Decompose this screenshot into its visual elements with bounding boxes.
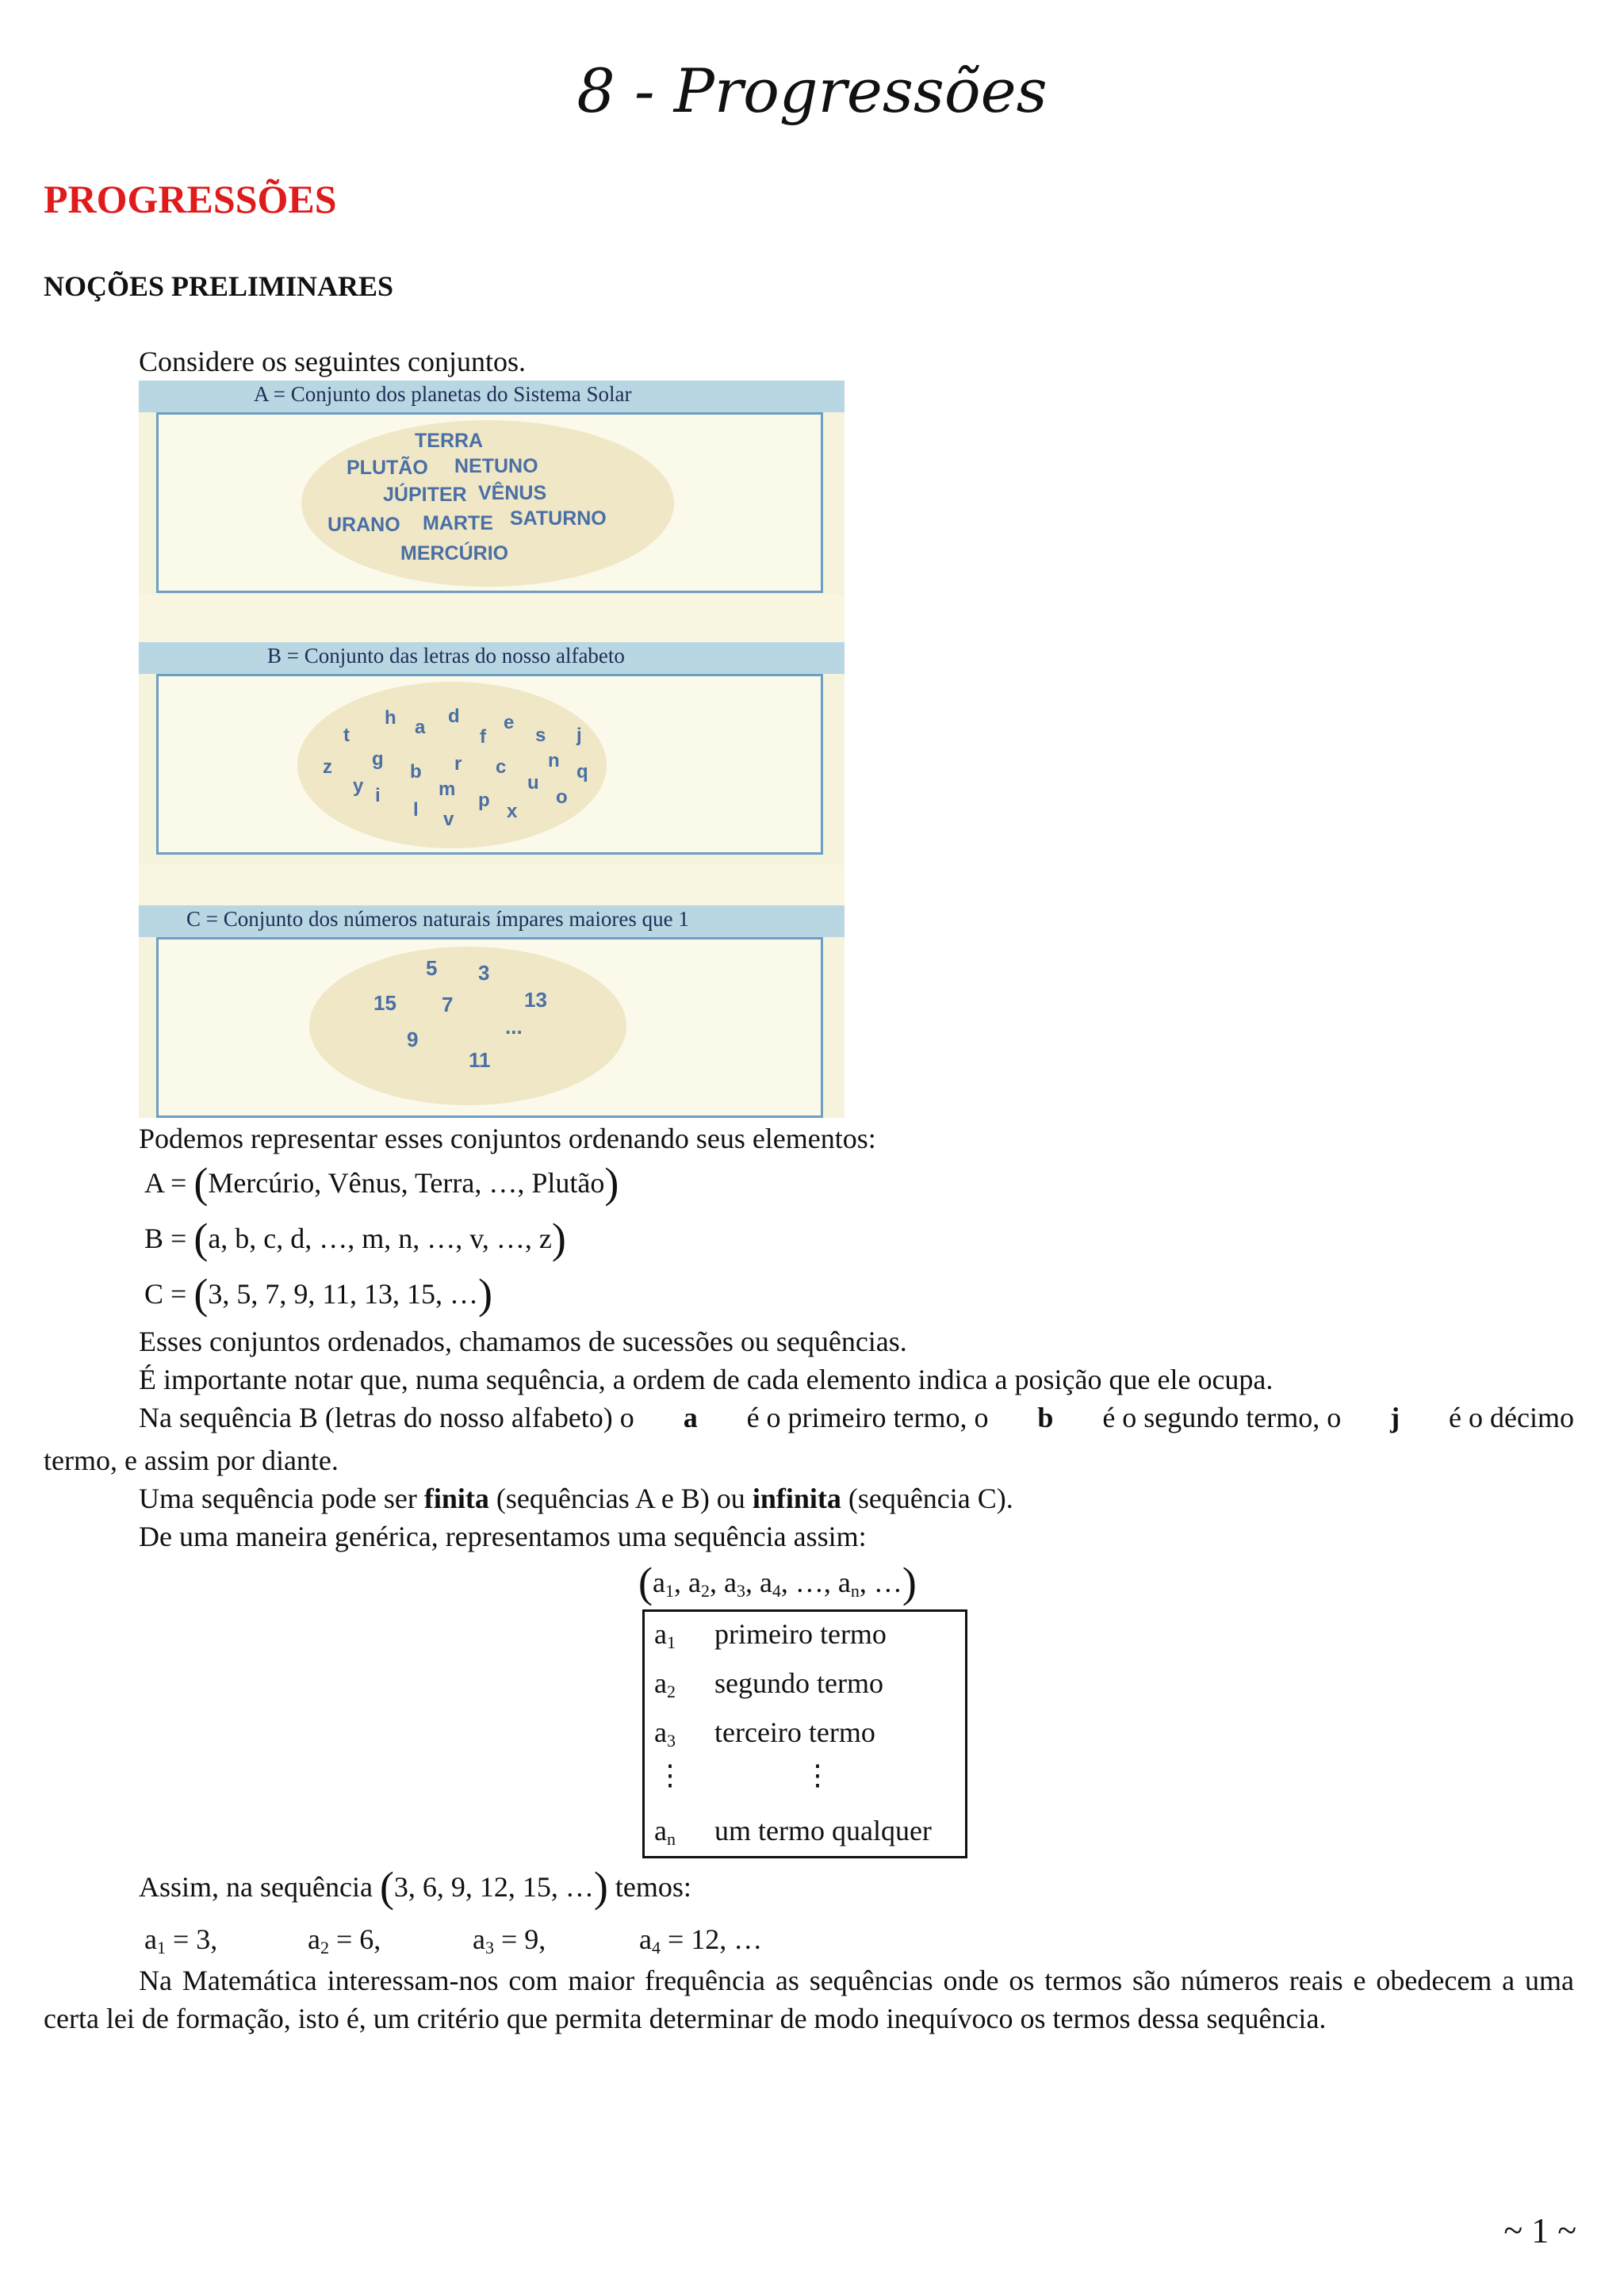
p4-part-b: (sequências A e B) ou [496,1483,745,1514]
ordered-b-prefix: B = [144,1223,187,1254]
open-paren: ( [193,1215,209,1262]
term-row-label: terceiro termo [714,1716,875,1748]
p3-part-a: Na sequência B (letras do nosso alfabeto) o [139,1402,634,1433]
seq-ellipsis: … [873,1567,902,1598]
set-c-element: ... [505,1015,523,1039]
seq-term: a [759,1567,772,1598]
vertical-ellipsis-icon: ⋮ [656,1759,684,1791]
paragraph-sequence-b-end: termo, e assim por diante. [44,1445,339,1476]
p3-bold-a: a [683,1402,698,1433]
ordered-c-items: 3, 5, 7, 9, 11, 13, 15, … [208,1278,478,1310]
set-c-element: 15 [373,991,396,1015]
paragraph-finite-infinite [139,1479,1013,1517]
set-b-element: v [443,809,454,830]
term-row-label: ⋮ [803,1759,832,1791]
seq-comma: , [745,1567,753,1598]
ordered-a-items: Mercúrio, Vênus, Terra, …, Plutão [208,1167,605,1199]
set-b-element: l [413,799,419,821]
term-row-symbol [654,1617,676,1651]
intro-text: Considere os seguintes conjuntos. [139,346,526,377]
term-row-label: segundo termo [714,1667,883,1699]
paragraph-sequence-b [139,1399,1574,1437]
seq-term: a [652,1567,665,1598]
ordered-c-prefix: C = [144,1278,187,1310]
set-b-element: t [343,725,350,746]
term-row-symbol [654,1666,676,1701]
set-a-panel [139,381,845,595]
p6-part-b: temos: [615,1871,691,1903]
example-symbol: a [473,1923,485,1955]
set-b-label: B = Conjunto das letras do nosso alfabeto [267,644,625,668]
set-a-element: TERRA [415,430,484,452]
seq-term: a [723,1567,737,1598]
set-a-element: PLUTÃO [347,457,428,479]
close-paren: ) [477,1270,492,1318]
seq-ellipsis: … [795,1567,824,1598]
term-symbol: a [654,1667,667,1699]
p3-bold-b: b [1037,1402,1054,1433]
set-b-element: u [527,772,539,794]
seq-sub: 1 [665,1581,674,1601]
set-b-element: x [507,801,518,822]
p3-part-b: é o primeiro termo, o [746,1402,989,1433]
seq-comma: , [823,1567,831,1598]
example-term [308,1920,381,1958]
ordered-set-c [144,1270,492,1318]
example-value: = 6, [335,1923,381,1955]
set-b-element: h [385,707,396,729]
sets-figure [139,381,845,1118]
set-c-element: 13 [524,988,547,1012]
seq-sub: n [850,1581,860,1601]
set-a-element: JÚPITER [383,484,467,506]
example-sub: 3 [485,1938,494,1957]
p6-part-a: Assim, na sequência [139,1871,373,1903]
set-b-element: r [454,753,462,775]
set-c-element: 3 [478,961,490,985]
set-b-element: j [576,725,582,746]
example-term [473,1920,546,1958]
example-sub: 2 [320,1938,329,1957]
p4-infinita: infinita [752,1483,841,1514]
seq-sub: 3 [736,1581,745,1601]
term-symbol: a [654,1716,667,1748]
example-term [144,1920,217,1958]
open-paren: ( [379,1863,394,1911]
example-value: = 12, … [667,1923,763,1955]
seq-comma: , [673,1567,681,1598]
p3-bold-j: j [1390,1402,1400,1433]
set-a-element: SATURNO [510,507,607,530]
ordered-intro: Podemos representar esses conjuntos ordenando seus elementos: [139,1123,876,1154]
term-row-symbol [654,1715,676,1750]
seq-sub: 4 [772,1581,781,1601]
open-paren: ( [193,1159,209,1207]
example-sub: 4 [651,1938,661,1957]
example-value: = 9, [500,1923,546,1955]
ordered-b-items: a, b, c, d, …, m, n, …, v, …, z [208,1223,552,1254]
set-b-element: e [504,712,515,733]
term-sub: n [666,1829,676,1849]
set-c-ellipse [309,947,626,1105]
example-symbol: a [639,1923,652,1955]
paragraph-order: É importante notar que, numa sequência, a ordem de cada elemento indica a posição que ele ocupa. [139,1364,1274,1395]
ordered-set-a [144,1159,619,1207]
paragraph-sequences: Esses conjuntos ordenados, chamamos de sucessões ou sequências. [139,1326,907,1357]
example-sub: 1 [156,1938,166,1957]
subsection-title: NOÇÕES PRELIMINARES [44,270,394,302]
seq-term: a [688,1567,701,1598]
set-c-panel [139,905,845,1118]
set-b-element: s [535,725,546,746]
ordered-set-b [144,1215,566,1262]
close-paren: ) [551,1215,566,1262]
p3-part-c: é o segundo termo, o [1102,1402,1342,1433]
set-b-element: f [480,726,486,748]
seq-comma: , [709,1567,717,1598]
set-b-element: c [496,756,507,778]
set-a-element: VÊNUS [478,482,547,504]
seq-sub: 2 [700,1581,710,1601]
set-a-element: NETUNO [454,455,538,477]
set-b-element: d [448,706,460,727]
p3-part-d: é o décimo [1449,1402,1574,1433]
seq-term: a [837,1567,851,1598]
open-paren: ( [193,1270,209,1318]
seq-comma: , [780,1567,788,1598]
set-b-element: i [375,785,381,806]
paragraph-example [139,1863,691,1911]
set-b-element: a [415,717,426,738]
paragraph-formation-law: Na Matemática interessam-nos com maior frequência as sequências onde os termos são números reais e obedecem a uma certa lei de formação, isto é, um critério que permita determinar de modo inequívoco os termos dessa sequência. [44,1965,1574,2034]
example-term [639,1920,762,1958]
example-symbol: a [144,1923,157,1955]
set-b-element: z [323,756,332,778]
set-a-element: MERCÚRIO [400,542,509,564]
term-sub: 1 [666,1632,676,1652]
term-table [642,1609,967,1858]
set-b-element: n [548,750,560,771]
set-c-element: 7 [442,993,454,1016]
set-c-element: 11 [469,1048,491,1072]
set-a-element: URANO [327,514,400,536]
term-sub: 3 [666,1731,676,1751]
page-number: ~ 1 ~ [1503,2211,1576,2250]
ordered-a-prefix: A = [144,1167,187,1199]
set-b-element: o [556,786,568,808]
term-sub: 2 [666,1682,676,1701]
section-title: PROGRESSÕES [44,177,337,221]
set-c-label: C = Conjunto dos números naturais ímpares maiores que 1 [186,907,689,931]
set-b-panel [139,642,845,864]
set-c-element: 5 [426,956,438,980]
term-symbol: a [654,1815,667,1846]
close-paren: ) [604,1159,619,1207]
example-symbol: a [308,1923,320,1955]
set-b-element: g [372,748,384,770]
p4-part-c: (sequência C). [848,1483,1013,1514]
example-value: = 3, [172,1923,218,1955]
open-paren: ( [638,1559,653,1606]
seq-comma: , [859,1567,867,1598]
close-paren: ) [593,1863,608,1911]
set-b-element: m [439,779,456,800]
set-b-element: p [478,790,490,811]
p4-part-a: Uma sequência pode ser [139,1483,417,1514]
chapter-title: 8 - Progressões [576,55,1048,126]
term-symbol: a [654,1618,667,1650]
paragraph-generic: De uma maneira genérica, representamos uma sequência assim: [139,1521,867,1552]
term-row-label: um termo qualquer [714,1815,932,1846]
p4-finita: finita [423,1483,489,1514]
p6-sequence: 3, 6, 9, 12, 15, … [393,1871,594,1903]
term-row-symbol [654,1813,676,1848]
set-c-element: 9 [407,1027,419,1051]
set-b-element: y [353,775,364,797]
term-row-label: primeiro termo [714,1618,887,1650]
close-paren: ) [902,1559,917,1606]
set-b-element: q [576,761,588,783]
set-a-label: A = Conjunto dos planetas do Sistema Solar [254,382,632,406]
term-row-symbol [656,1758,684,1793]
generic-sequence [638,1559,917,1606]
set-b-element: b [410,761,422,783]
set-a-element: MARTE [423,512,493,534]
